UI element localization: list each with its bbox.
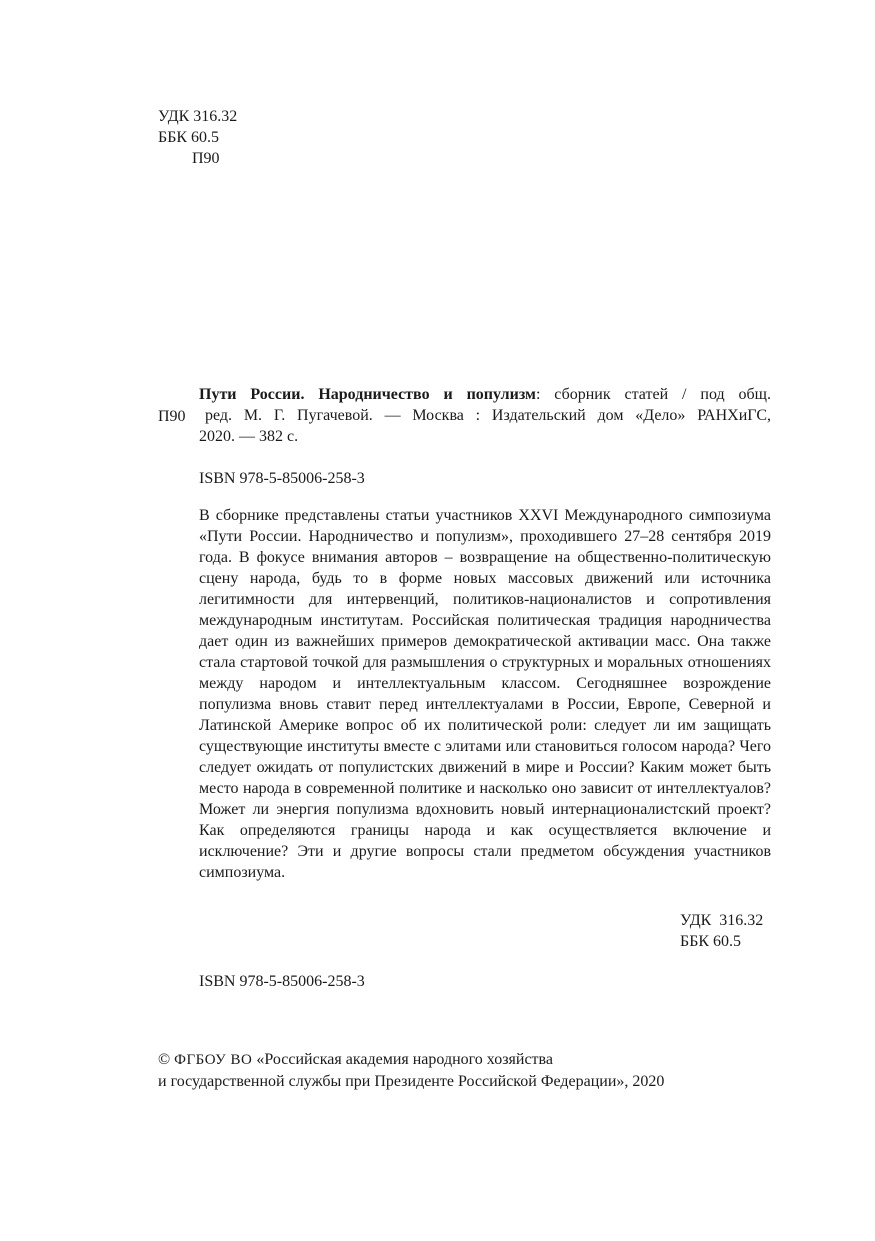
- abstract-text: В сборнике представлены статьи участников XXVI Международного симпозиума «Пути России. Народничество и популизм», проходившего 27–28 сентября 2019 года. В фокусе внимания авторов – возвращение на общественно-политическую сцену народа, будь то в форме новых массовых движений или источника легитимности для интервенций, политиков-националистов и сопротивления международным институтам. Российская политическая традиция народничества дает один из важнейших примеров демократической активации масс. Она также стала стартовой точкой для размышления о структурных и моральных отношениях между народом и интеллектуальным классом. Сегодняшнее возрождение популизма вновь ставит перед интеллектуалами в России, Европе, Северной и Латинской Америке вопрос об их политической роли: следует ли им защищать существующие институты вместе с элитами или становиться голосом народа? Чего следует ожидать от популистских движений в мире и России? Каким может быть место народа в современной политике и насколько оно зависит от интеллектуалов? Может ли энергия популизма вдохновить новый интернационалистский проект? Как определяются границы народа и как осуществляется включение и исключение? Эти и другие вопросы стали предметом обсуждения участников симпозиума.: [199, 507, 771, 881]
- bibliographic-line-1: [199, 384, 771, 405]
- copyright-org: ФГБОУ ВО: [174, 1052, 253, 1068]
- author-sign-top: П90: [192, 150, 220, 167]
- udk-label: УДК: [680, 912, 712, 929]
- bibliographic-record: [199, 384, 771, 447]
- copyright-line-2: и государственной службы при Президенте Российской Федерации», 2020: [158, 1073, 665, 1090]
- copyright-org-name: «Российская академия народного хозяйства: [256, 1051, 553, 1068]
- isbn-top: ISBN 978-5-85006-258-3: [199, 470, 365, 487]
- udk-code-bottom: [680, 910, 763, 931]
- udk-value: 316.32: [719, 912, 764, 929]
- abstract: [199, 505, 771, 883]
- bibliographic-line-2: ред. М. Г. Пугачевой. — Москва : Издательский дом «Дело» РАНХиГС,: [205, 407, 771, 424]
- author-sign-record: П90: [158, 408, 186, 425]
- book-title: Пути России. Народничество и популизм: [199, 386, 536, 403]
- copyright-line-1: [158, 1049, 553, 1071]
- bibliographic-line-3: 2020. — 382 с.: [199, 428, 299, 445]
- copyright-symbol: ©: [158, 1051, 171, 1068]
- udk-code-top: УДК 316.32: [158, 108, 238, 125]
- record-subtitle: : сборник статей / под общ.: [535, 386, 772, 403]
- isbn-bottom: ISBN 978-5-85006-258-3: [199, 973, 365, 990]
- bbk-code-bottom: ББК 60.5: [680, 933, 742, 950]
- bbk-code-top: ББК 60.5: [158, 129, 220, 146]
